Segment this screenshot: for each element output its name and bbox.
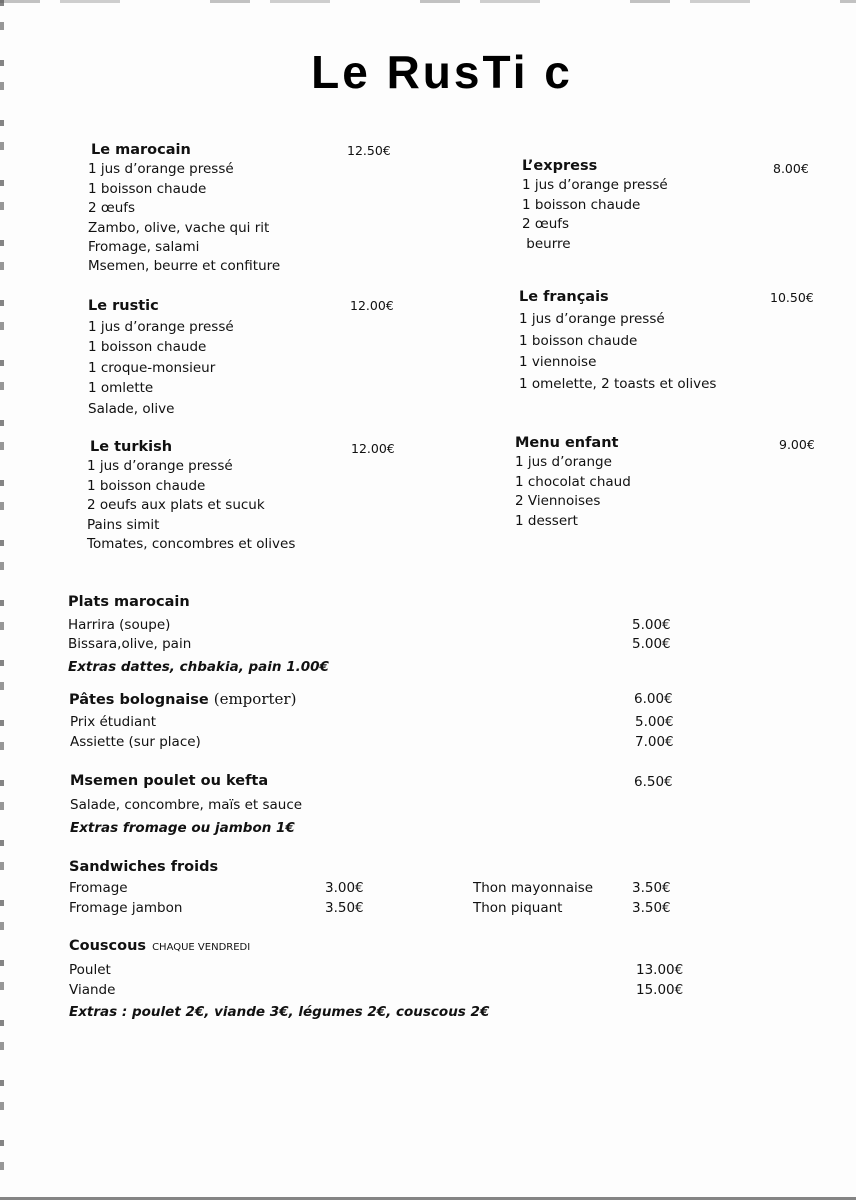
menu-item-label: Viande xyxy=(69,982,116,998)
menu-item-line: Pains simit xyxy=(87,516,160,533)
menu-item-price: 10.50€ xyxy=(770,290,814,305)
menu-item-label: Thon mayonnaise xyxy=(473,880,594,896)
menu-item-line: 1 dessert xyxy=(515,512,578,529)
menu-item-line: Salade, olive xyxy=(88,400,175,417)
menu-item-price: 12.50€ xyxy=(347,143,391,158)
section-title: Msemen poulet ou kefta xyxy=(70,773,269,789)
section-tag: CHAQUE VENDREDI xyxy=(152,942,251,953)
menu-item-label: Harrira (soupe) xyxy=(68,617,171,633)
menu-item-label: Fromage jambon xyxy=(69,900,183,916)
menu-item-price: 12.00€ xyxy=(351,441,395,456)
menu-item-line: 1 jus d’orange xyxy=(515,454,612,471)
menu-title: Le RusTi c xyxy=(311,46,573,98)
menu-item-price: 8.00€ xyxy=(773,161,809,176)
menu-item-price: 12.00€ xyxy=(350,298,394,313)
menu-item-line: 2 œufs xyxy=(522,216,570,233)
section-couscous xyxy=(69,938,250,954)
menu-item-line: Tomates, concombres et olives xyxy=(87,536,296,553)
menu-item-line: 1 chocolat chaud xyxy=(515,473,631,490)
section-pates-bolognaise xyxy=(69,690,296,708)
section-title: Plats marocain xyxy=(68,594,190,610)
extras-note: Extras fromage ou jambon 1€ xyxy=(70,820,295,836)
menu-item-line: 1 jus d’orange pressé xyxy=(88,161,234,178)
menu-item-line: 1 viennoise xyxy=(519,354,597,371)
menu-l-express xyxy=(522,157,668,254)
menu-item-label: Assiette (sur place) xyxy=(70,734,201,750)
menu-item-line: 1 omelette, 2 toasts et olives xyxy=(519,376,717,393)
menu-item-price: 5.00€ xyxy=(635,714,674,730)
menu-enfant xyxy=(515,434,631,531)
section-title: Sandwiches froids xyxy=(69,859,219,875)
menu-item-line: 1 boisson chaude xyxy=(88,180,207,197)
menu-item-price: 5.00€ xyxy=(632,617,671,633)
menu-item-name: Le français xyxy=(519,289,609,305)
menu-item-line: 1 jus d’orange pressé xyxy=(522,177,668,194)
menu-item-price: 5.00€ xyxy=(632,636,671,652)
menu-item-line: 1 omlette xyxy=(88,380,154,396)
menu-item-name: Le turkish xyxy=(90,439,173,455)
menu-item-line: Zambo, olive, vache qui rit xyxy=(88,219,270,236)
section-title: Pâtes bolognaise xyxy=(69,692,209,708)
menu-item-name: L’express xyxy=(522,158,598,174)
menu-item-price: 7.00€ xyxy=(635,734,674,750)
menu-item-line: beurre xyxy=(522,235,571,252)
menu-item-price: 13.00€ xyxy=(636,962,684,978)
menu-item-line: Fromage, salami xyxy=(88,239,200,256)
section-title: Couscous xyxy=(69,938,147,954)
menu-le-francais xyxy=(519,287,716,396)
menu-item-label: Fromage xyxy=(69,880,128,896)
menu-item-line: 1 boisson chaude xyxy=(522,196,641,213)
section-plats-marocain xyxy=(68,594,190,610)
section-sandwiches xyxy=(69,859,218,875)
menu-item-line: 1 croque-monsieur xyxy=(88,359,216,376)
menu-item-line: Msemen, beurre et confiture xyxy=(88,258,281,275)
menu-item-price: 15.00€ xyxy=(636,982,684,998)
menu-item-line: 1 jus d’orange pressé xyxy=(88,318,234,335)
menu-item-line: 1 boisson chaude xyxy=(88,339,207,355)
menu-item-price: 3.50€ xyxy=(632,880,671,896)
menu-item-price: 3.50€ xyxy=(325,900,364,916)
menu-item-line: 2 oeufs aux plats et sucuk xyxy=(87,497,265,514)
menu-le-rustic xyxy=(88,296,234,419)
scan-edge-left xyxy=(0,0,4,1200)
extras-note: Extras : poulet 2€, viande 3€, légumes 2€, couscous 2€ xyxy=(69,1004,490,1020)
menu-item-name: Le marocain xyxy=(91,142,191,158)
menu-item-price: 6.50€ xyxy=(634,774,673,790)
menu-item-price: 3.00€ xyxy=(325,880,364,896)
menu-item-label: Bissara,olive, pain xyxy=(68,636,192,652)
menu-item-line: 1 boisson chaude xyxy=(519,332,638,349)
menu-item-line: 2 Viennoises xyxy=(515,493,601,510)
menu-item-line: 2 œufs xyxy=(88,200,136,217)
menu-item-label: Thon piquant xyxy=(473,900,563,916)
menu-item-label: Prix étudiant xyxy=(70,714,157,730)
menu-item-line: 1 boisson chaude xyxy=(87,477,206,494)
section-msemen xyxy=(70,773,268,789)
menu-item-price: 6.00€ xyxy=(634,691,673,707)
menu-item-line: 1 jus d’orange pressé xyxy=(87,458,233,475)
menu-item-name: Menu enfant xyxy=(515,435,619,451)
menu-item-desc: Salade, concombre, maïs et sauce xyxy=(70,797,303,813)
menu-item-price: 9.00€ xyxy=(779,437,815,452)
section-suffix: (emporter) xyxy=(213,690,297,708)
menu-item-label: Poulet xyxy=(69,962,111,978)
menu-le-turkish xyxy=(87,438,295,554)
menu-le-marocain xyxy=(88,141,280,277)
scan-edge-top xyxy=(0,0,856,3)
menu-item-name: Le rustic xyxy=(88,298,159,314)
menu-item-price: 3.50€ xyxy=(632,900,671,916)
menu-item-line: 1 jus d’orange pressé xyxy=(519,310,665,327)
extras-note: Extras dattes, chbakia, pain 1.00€ xyxy=(68,659,329,675)
